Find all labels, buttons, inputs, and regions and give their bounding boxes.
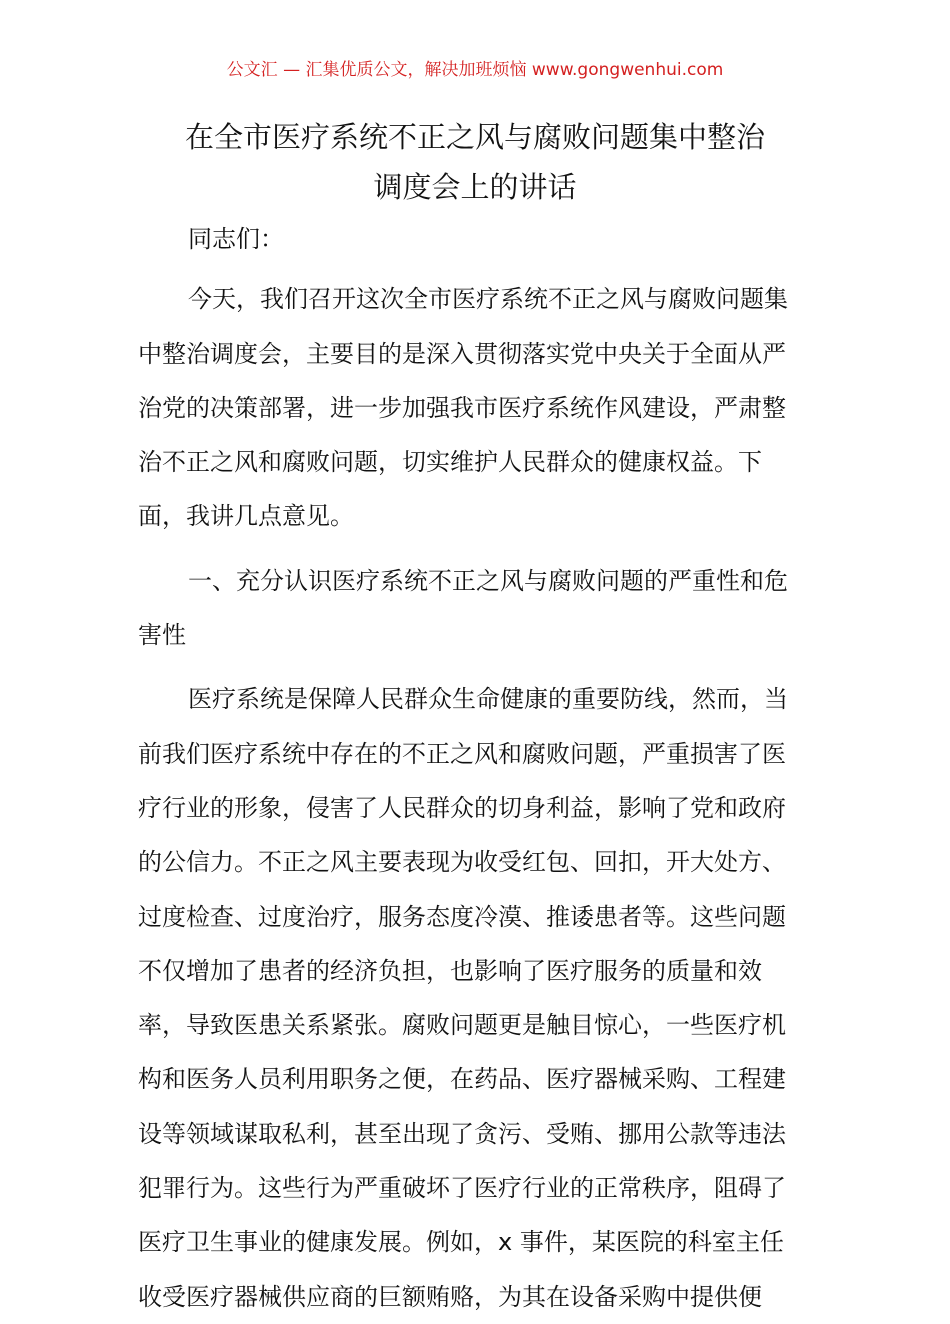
site-banner[interactable]: 公文汇 — 汇集优质公文，解决加班烦恼 www.gongwenhui.com	[226, 60, 724, 80]
document-body	[138, 212, 814, 1324]
paragraph-line: 的公信力。不正之风主要表现为收受红包、回扣，开大处方、	[138, 848, 786, 877]
paragraph-line: 构和医务人员利用职务之便，在药品、医疗器械采购、工程建	[138, 1065, 786, 1094]
paragraph-line: 医疗系统是保障人民群众生命健康的重要防线，然而，当	[188, 685, 788, 714]
document-title	[100, 112, 850, 212]
paragraph-line: 设等领域谋取私利，甚至出现了贪污、受贿、挪用公款等违法	[138, 1119, 786, 1148]
paragraph-line: 率，导致医患关系紧张。腐败问题更是触目惊心，一些医疗机	[138, 1011, 786, 1040]
section-heading	[138, 554, 814, 663]
paragraph-body	[138, 672, 814, 1324]
title-line: 调度会上的讲话	[373, 170, 577, 204]
paragraph-line: 治不正之风和腐败问题，切实维护人民群众的健康权益。下	[138, 448, 762, 477]
paragraph-intro	[138, 272, 814, 543]
salutation: 同志们：	[188, 225, 284, 253]
paragraph-line: 医疗卫生事业的健康发展。例如，x 事件，某医院的科室主任	[138, 1228, 784, 1257]
paragraph-line: 不仅增加了患者的经济负担，也影响了医疗服务的质量和效	[138, 956, 762, 985]
paragraph-line: 犯罪行为。这些行为严重破坏了医疗行业的正常秩序，阻碍了	[138, 1174, 786, 1203]
paragraph-line: 前我们医疗系统中存在的不正之风和腐败问题，严重损害了医	[138, 739, 786, 768]
paragraph-line: 中整治调度会，主要目的是深入贯彻落实党中央关于全面从严	[138, 339, 786, 368]
paragraph-line: 治党的决策部署，进一步加强我市医疗系统作风建设，严肃整	[138, 393, 786, 422]
heading-line: 一、充分认识医疗系统不正之风与腐败问题的严重性和危	[188, 566, 788, 595]
paragraph-line: 收受医疗器械供应商的巨额贿赂，为其在设备采购中提供便	[138, 1282, 762, 1311]
paragraph-line: 今天，我们召开这次全市医疗系统不正之风与腐败问题集	[188, 285, 788, 314]
heading-line: 害性	[138, 621, 186, 650]
paragraph-line: 疗行业的形象，侵害了人民群众的切身利益，影响了党和政府	[138, 793, 786, 822]
paragraph-line: 过度检查、过度治疗，服务态度冷漠、推诿患者等。这些问题	[138, 902, 786, 931]
title-line: 在全市医疗系统不正之风与腐败问题集中整治	[184, 120, 765, 154]
paragraph-line: 面，我讲几点意见。	[138, 502, 354, 531]
